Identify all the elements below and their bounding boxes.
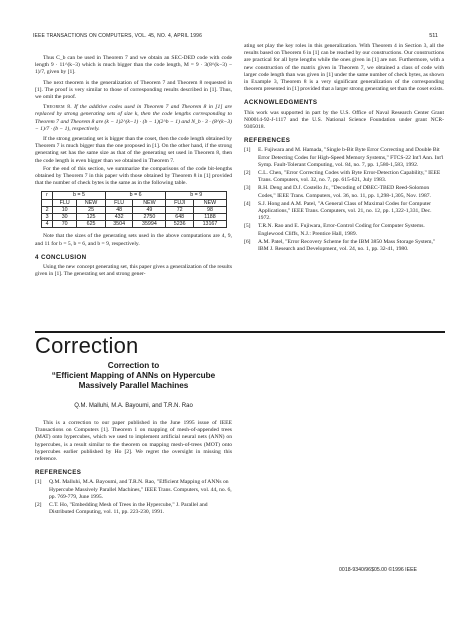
table-cell: 432 xyxy=(105,214,133,221)
body-paragraph: For the end of this section, we summarize the comparisons of the code bit-lengths obtained by Theorem 7 in this paper with those obtained by Theorem 8 in [1] provided that the number of check bytes is the same as in the following table. xyxy=(35,165,232,187)
theorem-label: Theorem 8. xyxy=(43,104,72,111)
table-cell: 3 xyxy=(42,214,53,221)
table-cell: 48 xyxy=(105,206,133,213)
reference-list xyxy=(35,479,232,516)
section-heading: 4 CONCLUSION xyxy=(35,253,87,261)
list-item: [2] C.L. Chen, "Error Correcting Codes with Byte Error-Detection Capability," IEEE Trans. Computers, vol. 32, no. 7, pp. 615-621, July 1983. xyxy=(244,170,441,184)
table-cell: 5236 xyxy=(166,221,194,228)
table-row xyxy=(42,206,227,213)
body-paragraph: This is a correction to our paper published in the June 1995 issue of IEEE Transactions on Computers [1]. Theorem 1 on mapping of mesh-of-appended trees (MAT) onto hypercubes, which we used to implement artificial neural nets (ANN) on hypercubes, is a result similar to the theorem on mapping mesh-of-trees (MOT) onto hypercubes earlier published by Ho [2]. We regret the oversight in missing this reference. xyxy=(35,420,232,463)
list-item: [4] S.J. Hong and A.M. Patel, "A General Class of Maximal Codes for Computer Applications," IEEE Trans. Computers, vol. 21, no. 12, pp. 1,322-1,331, Dec. 1972. xyxy=(244,200,432,222)
table-cell: 13167 xyxy=(193,221,226,228)
table-header-cell: NEW xyxy=(193,199,226,206)
table-header-cell: b = 6 xyxy=(105,192,166,199)
left-column xyxy=(35,55,232,279)
list-item: [1] Q.M. Malluhi, M.A. Bayoumi, and T.R.N. Rao, "Efficient Mapping of ANNs on Hypercube Massively Parallel Machines," IEEE Trans. Computers, vol. 44, no. 6, pp. 769-779, June 1995. xyxy=(35,479,232,500)
table-header-cell xyxy=(42,199,53,206)
table-cell: 3504 xyxy=(105,221,133,228)
correction-subtitle: Correction to “Efficient Mapping of ANNs on Hypercube Massively Parallel Machines xyxy=(51,361,216,390)
table-cell: 35994 xyxy=(133,221,166,228)
list-item: [1] E. Fujiwara and M. Hamada, "Single b-Bit Byte Error Correcting and Double Bit Error Detecting Codes for High-Speed Memory Systems," FTCS-22 Int'l Ann. Int'l Symp. Fault-Tolerant Computing, vol. 84, no. 7, pp. 1,580-1,583, 1992. xyxy=(244,147,444,168)
list-item: [5] T.R.N. Rao and E. Fujiwara, Error-Control Coding for Computer Systems. Englewood Cliffs, N.J.: Prentice Hall, 1989. xyxy=(244,223,425,237)
list-item: [2] C.T. Ho, "Embedding Mesh of Trees in the Hypercube," J. Parallel and Distributed Computing, vol. 11, pp. 223-230, 1991. xyxy=(35,502,208,516)
body-paragraph: Note that the sizes of the generating sets used in the above computations are 4, 9, and 11 for b = 5, b = 6, and b = 9, respectively. xyxy=(35,233,232,247)
table-header-cell: b = 9 xyxy=(166,192,227,199)
table-header-row xyxy=(42,199,227,206)
table-row xyxy=(42,221,227,228)
comparison-table xyxy=(41,191,227,228)
table-cell: 70 xyxy=(53,221,77,228)
copyright-code: 0018-9340/96$05.00 ©1996 IEEE xyxy=(339,567,417,573)
theorem-text: If the additive codes used in Theorem 7 and Theorem 8 in [1] are replaced by strong generating sets of size k, then the code lengths corresponding to Theorem 7 and Theorem 8 are (k − 1)2^(k−1) · (b − 1)(2^b − 1) and N_b · 3 · (8^(k−3) − 1)/7 · (b − 1), respectively. xyxy=(35,104,232,132)
table-cell: 4 xyxy=(42,221,53,228)
table-cell: 2 xyxy=(42,206,53,213)
section-heading: ACKNOWLEDGMENTS xyxy=(244,99,318,107)
reference-list xyxy=(244,147,444,253)
body-paragraph: The next theorem is the generalization of Theorem 7 and Theorem 8 requested in [1]. The proof is very similar to those of corresponding results described in [1]. Thus, we omit the proof. xyxy=(35,79,232,101)
theorem-block xyxy=(35,104,232,133)
table-row xyxy=(42,214,227,221)
list-item: [3] R.H. Deng and D.J. Costello Jr., "Decoding of DBEC-TBED Reed-Solomon Codes," IEEE Trans. Computers, vol. 36, no. 11, pp. 1,298-1,305, Nov. 1987. xyxy=(244,185,431,199)
body-paragraph: Thus C_b can be used in Theorem 7 and we obtain an SEC-DED code with code length 9 · 11^(k−3) which is much bigger than the code length, M = 9 · 3(8^(k−3) − 1)/7, given by [1]. xyxy=(35,55,232,76)
table-cell: 625 xyxy=(77,221,106,228)
correction-title: Correction xyxy=(35,333,139,358)
table-cell: 30 xyxy=(53,214,77,221)
section-heading: REFERENCES xyxy=(244,137,291,145)
table-cell: 648 xyxy=(166,214,194,221)
correction-body xyxy=(35,420,232,517)
body-paragraph: If the strong generating set is bigger than the coset, then the code length obtained by Theorem 7 is much bigger than the one proposed in [1]. On the other hand, if the strong generating set has the same size as that of the generating set used in Theorem 8, then the code length is even bigger than we obtained in Theorem 7. xyxy=(35,136,232,164)
page-number: 511 xyxy=(429,33,438,39)
correction-authors: Q.M. Malluhi, M.A. Bayoumi, and T.R.N. Rao xyxy=(74,403,193,409)
body-paragraph: ating set play the key roles in this generalization. With Theorem 4 in Section 3, all the results based on Theorem 6 in [1] can be reached by our constructions. Our constructions are practical for all byte lengths while the ones given in [1] are not. Furthermore, with a new construction of the matrix given in Theorem 7, we obtained a class of code with larger code length than was given in [1] under the same number of check bytes, as shown in Example 3, Theorem 8 is a very significant generalization of the corresponding theorem presented in [1] provided that a larger strong generating set than the coset exists. xyxy=(244,43,444,93)
body-paragraph: This work was supported in part by the U.S. Office of Naval Research Center Grant N00014-92-J-1117 and the U.S. National Science Foundation under grant NCR-9305018. xyxy=(244,109,444,131)
table-header-cell: NEW xyxy=(133,199,166,206)
table-header-cell: FLU xyxy=(53,199,77,206)
table-cell: 25 xyxy=(77,206,106,213)
table-header-cell: NEW xyxy=(77,199,106,206)
list-item: [6] A.M. Patel, "Error Recovery Scheme for the IBM 3850 Mass Storage System," IBM J. Research and Development, vol. 24, no. 1, pp. 32-41, 1980. xyxy=(244,238,436,253)
table-cell: 10 xyxy=(53,206,77,213)
table-cell: 2750 xyxy=(133,214,166,221)
table-header-cell: FLU xyxy=(105,199,133,206)
table-cell: 125 xyxy=(77,214,106,221)
table-cell: 1188 xyxy=(193,214,226,221)
table-header-cell: b = 5 xyxy=(53,192,106,199)
table-cell: 98 xyxy=(193,206,226,213)
section-heading: REFERENCES xyxy=(35,469,82,477)
table-header-row xyxy=(42,192,227,199)
table-cell: 49 xyxy=(133,206,166,213)
right-column xyxy=(244,43,444,254)
running-header: IEEE TRANSACTIONS ON COMPUTERS, VOL. 45, NO. 4, APRIL 1996 xyxy=(33,33,203,39)
table-cell: 72 xyxy=(166,206,194,213)
table-header-cell: r xyxy=(42,192,53,199)
table-header-cell: FUJI xyxy=(166,199,194,206)
body-paragraph: Using the new concept generating set, this paper gives a generalization of the results given in [1]. The generating set and strong gener- xyxy=(35,264,232,278)
